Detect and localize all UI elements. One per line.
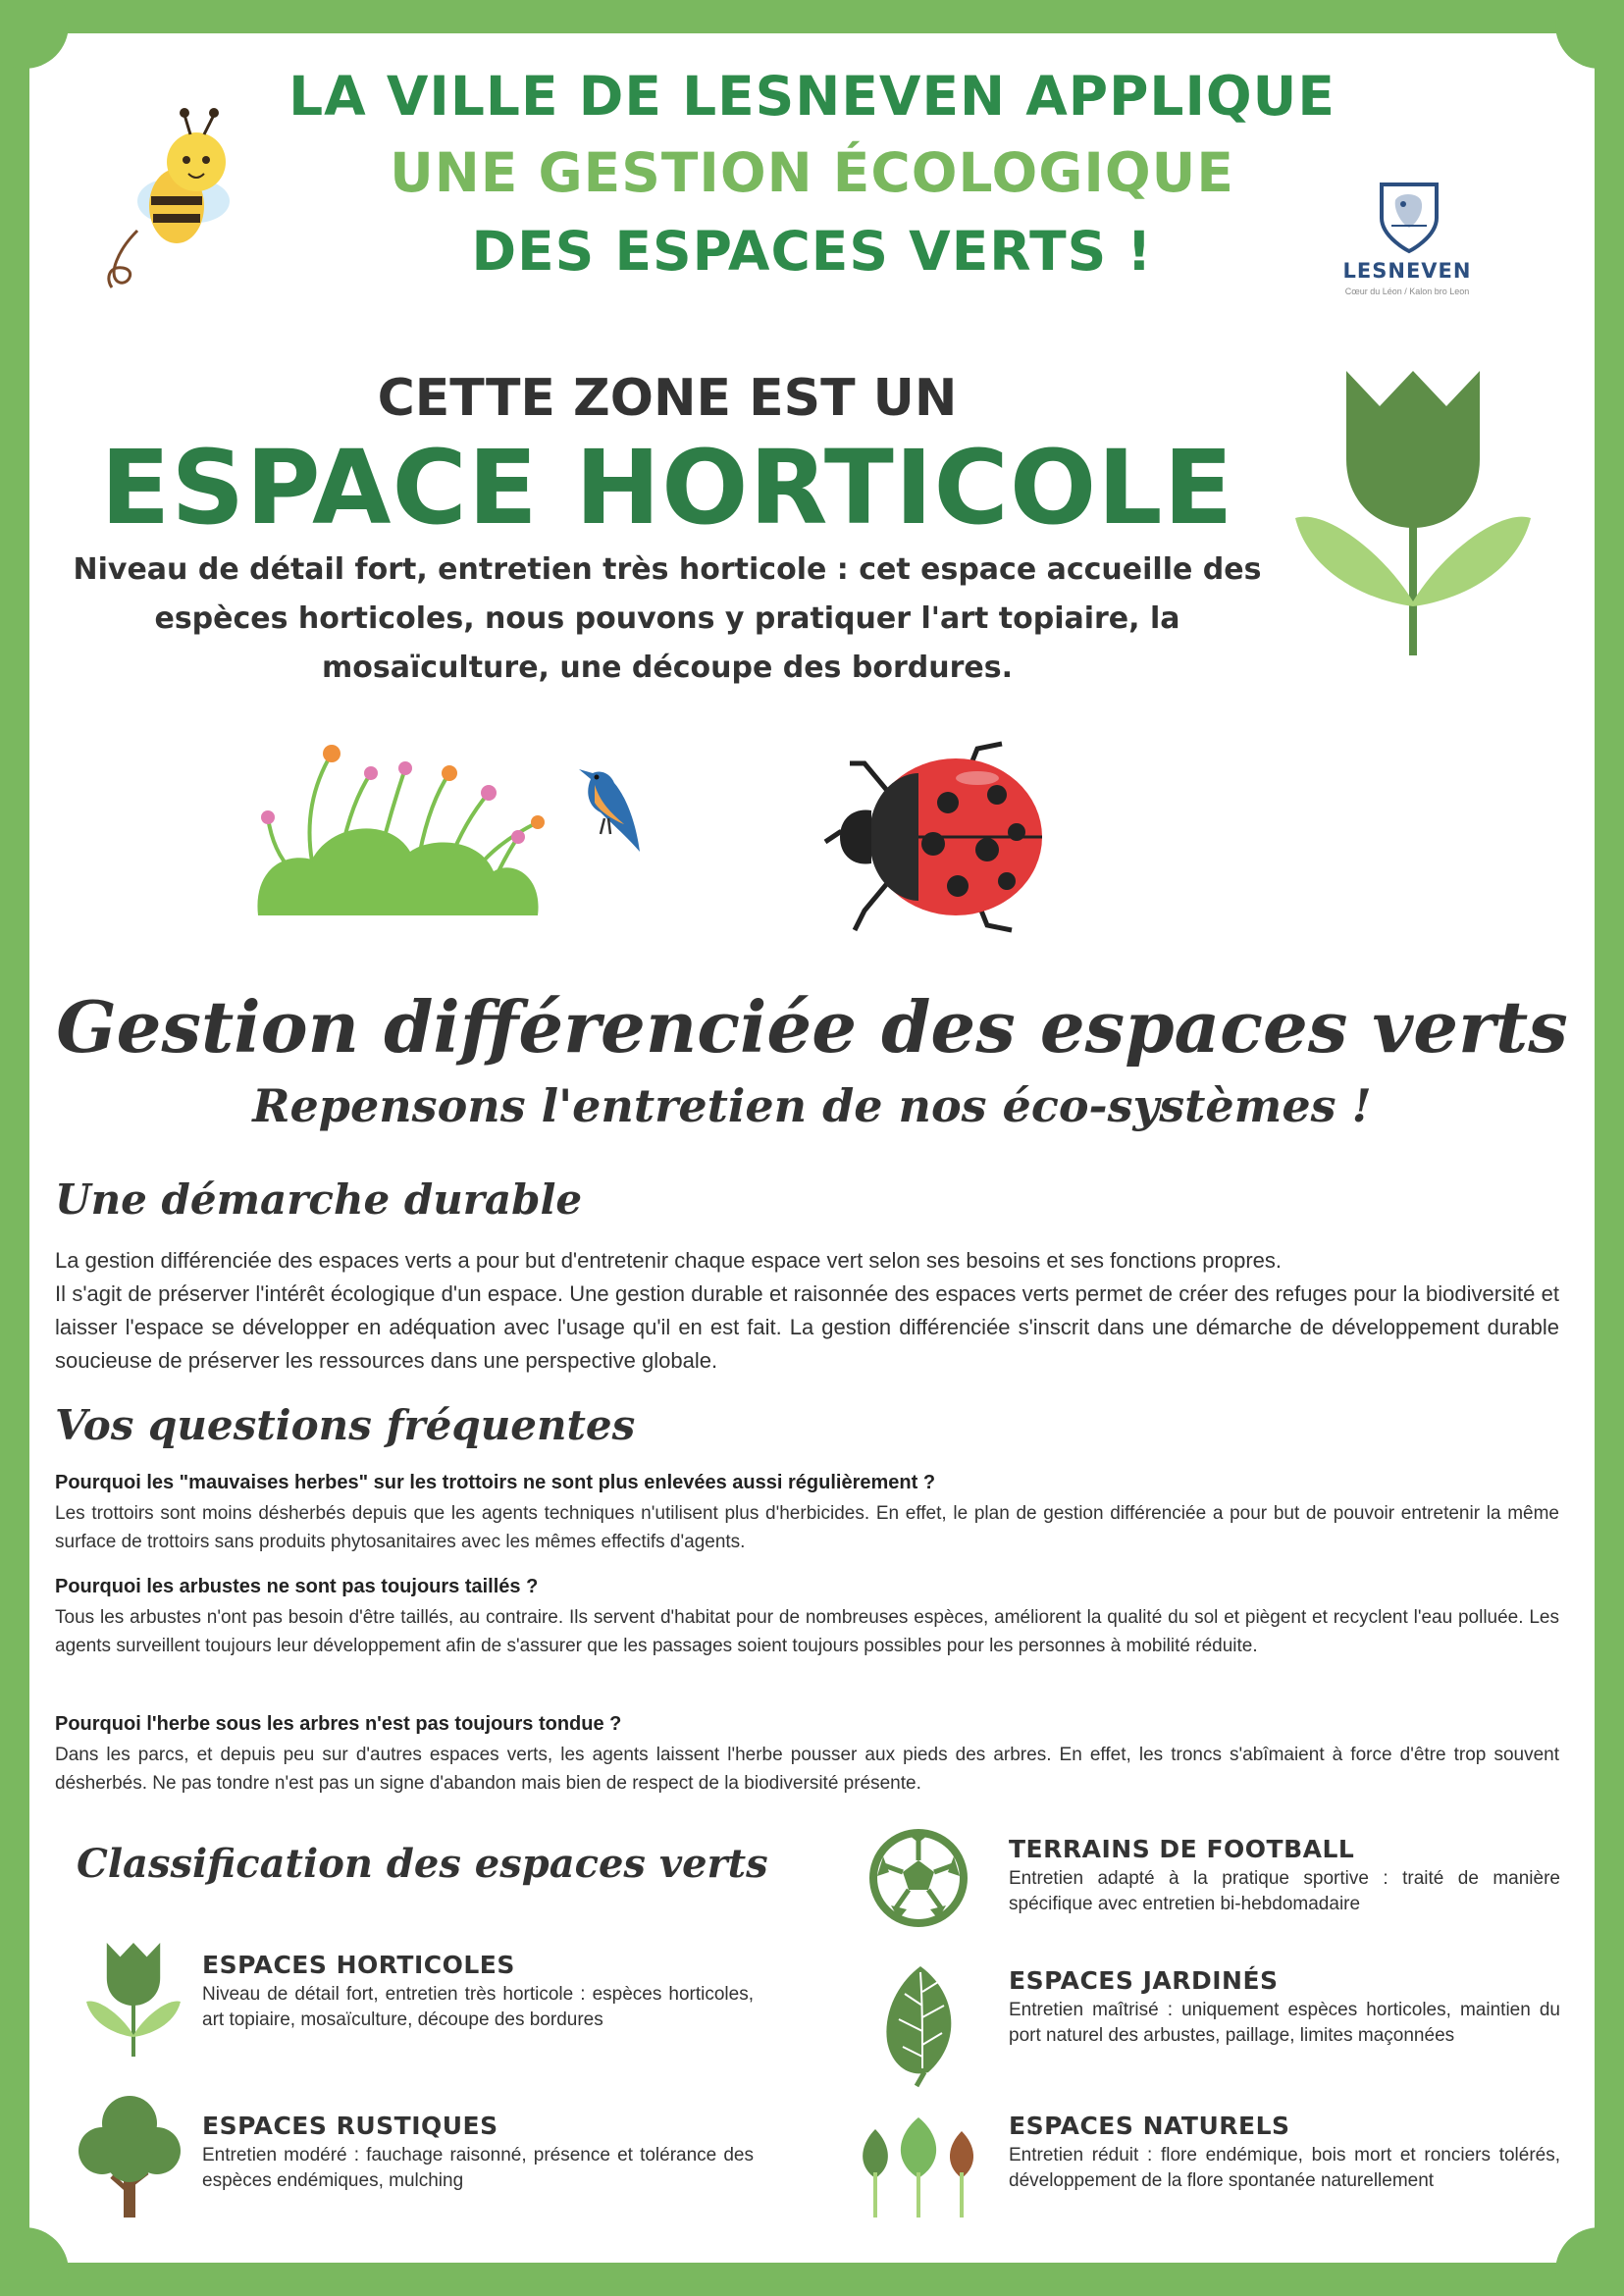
banner-subtitle: Repensons l'entretien de nos éco-systèmes ! [252, 1079, 1372, 1132]
zone-title: ESPACE HORTICOLE [100, 428, 1234, 548]
demarche-paragraph-1: La gestion différenciée des espaces verts a pour but d'entretenir chaque espace vert selon ses besoins et ses fonctions propres. [55, 1248, 1282, 1273]
football-icon [869, 1829, 968, 1927]
frame-corner [0, 2227, 69, 2296]
classification-heading: Classification des espaces verts [77, 1841, 768, 1887]
zone-kicker: CETTE ZONE EST UN [377, 369, 958, 428]
header-line-1: LA VILLE DE LESNEVEN APPLIQUE [288, 65, 1336, 128]
classification-title: ESPACES HORTICOLES [202, 1951, 515, 1979]
frame-right [1595, 0, 1624, 2296]
frame-top [0, 0, 1624, 33]
faq-question: Pourquoi l'herbe sous les arbres n'est pas toujours tondue ? [55, 1713, 622, 1735]
header-line-3: DES ESPACES VERTS ! [471, 220, 1153, 283]
bee-icon [98, 103, 245, 289]
frame-corner [1555, 2227, 1624, 2296]
frame-corner [1555, 0, 1624, 69]
three-trees-icon [854, 2117, 983, 2218]
tree-icon [79, 2094, 181, 2218]
classification-title: ESPACES NATURELS [1009, 2112, 1290, 2140]
faq-answer: Les trottoirs sont moins désherbés depuis que les agents techniques n'utilisent plus d'herbicides. En effet, le plan de gestion différenciée a pour but de pouvoir entretenir la même surface de trottoirs sans produits phytosanitaires avec les mêmes effectifs d'agents. [55, 1503, 1559, 1552]
header-line-2: UNE GESTION ÉCOLOGIQUE [390, 141, 1234, 204]
banner-title: Gestion différenciée des espaces verts [56, 985, 1568, 1069]
classification-description: Entretien modéré : fauchage raisonné, présence et tolérance des espèces endémiques, mulching [202, 2145, 754, 2191]
leaf-icon [879, 1962, 962, 2086]
frame-bottom [0, 2263, 1624, 2296]
grass-flowers-icon [253, 744, 548, 920]
demarche-paragraph-2: Il s'agit de préserver l'intérêt écologique d'un espace. Une gestion durable et raisonnée des espaces verts permet de créer des refuges pour la biodiversité et laisser l'espace se développer en adéquation avec l'usage qu'il en est fait. La gestion différenciée s'inscrit dans une démarche de développement durable soucieuse de préserver les ressources dans une perspective globale. [55, 1281, 1559, 1373]
logo-name: LESNEVEN [1342, 259, 1472, 283]
classification-title: TERRAINS DE FOOTBALL [1009, 1835, 1355, 1863]
classification-description: Entretien adapté à la pratique sportive : traité de manière spécifique avec entretien bi-hebdomadaire [1009, 1868, 1560, 1914]
faq-question: Pourquoi les "mauvaises herbes" sur les trottoirs ne sont plus enlevées aussi régulièrement ? [55, 1472, 936, 1493]
faq-question: Pourquoi les arbustes ne sont pas toujours taillés ? [55, 1576, 539, 1597]
faq-answer: Dans les parcs, et depuis peu sur d'autres espaces verts, les agents laissent l'herbe pousser aux pieds des arbres. En effet, les troncs s'abîmaient à force d'être trop souvent désherbés. Ne pas tondre n'est pas un signe d'abandon mais bien de respect de la biodiversité présente. [55, 1745, 1559, 1794]
demarche-heading: Une démarche durable [55, 1175, 583, 1224]
zone-description: Niveau de détail fort, entretien très horticole : cet espace accueille des espèces horticoles, nous pouvons y pratiquer l'art topiaire, la mosaïculture, une découpe des bordures. [73, 552, 1262, 685]
bird-icon [571, 763, 644, 856]
classification-description: Entretien réduit : flore endémique, bois mort et ronciers tolérés, développement de la flore spontanée naturellement [1009, 2145, 1560, 2191]
tulip-icon [1295, 371, 1531, 655]
classification-description: Entretien maîtrisé : uniquement espèces horticoles, maintien du port naturel des arbustes, paillage, limites maçonnées [1009, 2000, 1560, 2046]
ladybug-icon [811, 734, 1046, 940]
faq-heading: Vos questions fréquentes [55, 1401, 636, 1449]
faq-answer: Tous les arbustes n'ont pas besoin d'être taillés, au contraire. Ils servent d'habitat pour de nombreuses espèces, améliorent la qualité du sol et piègent et recyclent l'eau polluée. Les agents surveillent toujours leur développement afin de s'assurer que les passages soient toujours possibles pour les personnes à mobilité réduite. [55, 1607, 1559, 1656]
classification-title: ESPACES RUSTIQUES [202, 2112, 498, 2140]
frame-corner [0, 0, 69, 69]
classification-title: ESPACES JARDINÉS [1009, 1966, 1279, 1995]
logo-tagline: Cœur du Léon / Kalon bro Leon [1344, 287, 1470, 296]
classification-description: Niveau de détail fort, entretien très horticole : espèces horticoles, art topiaire, mosaïculture, découpe des bordures [202, 1984, 754, 2030]
lesneven-logo-icon [1378, 179, 1441, 255]
tulip-icon [86, 1943, 181, 2057]
frame-left [0, 0, 29, 2296]
